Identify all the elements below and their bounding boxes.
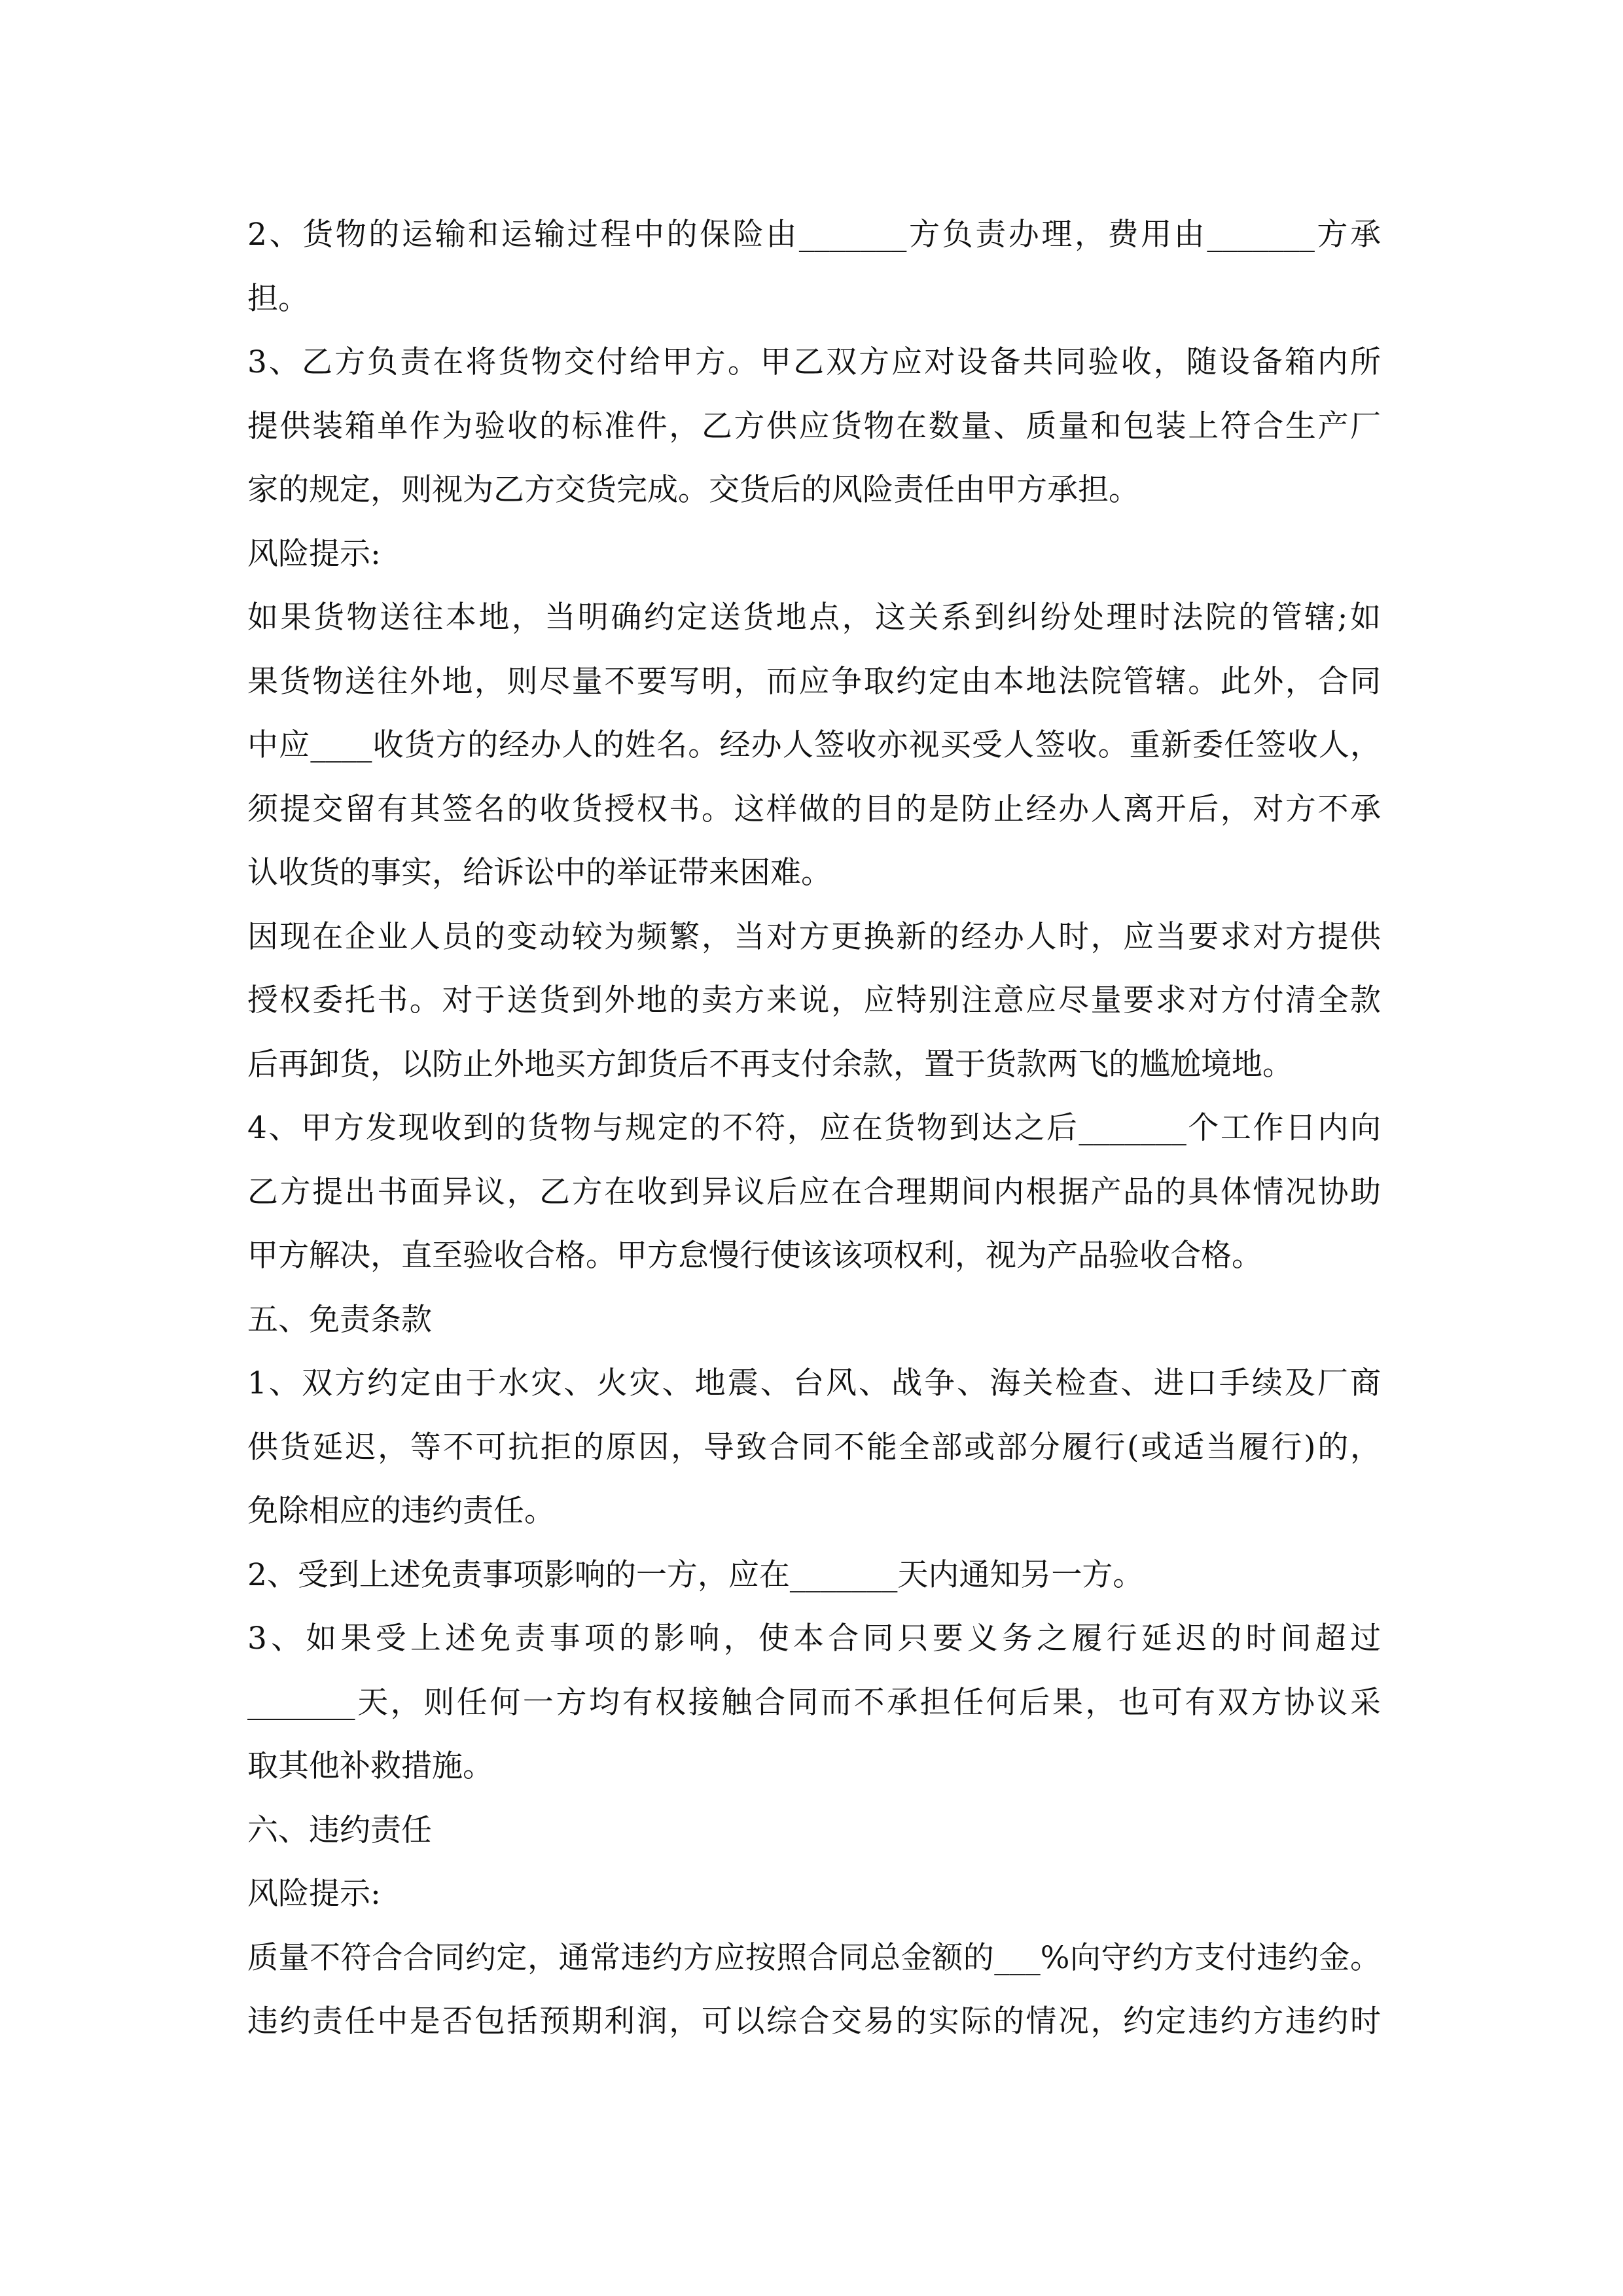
text-line: 供货延迟，等不可抗拒的原因，导致合同不能全部或部分履行(或适当履行)的， bbox=[247, 1429, 1381, 1465]
text-line: 提供装箱单作为验收的标准件，乙方供应货物在数量、质量和包装上符合生产厂 bbox=[247, 408, 1381, 444]
text-line: 风险提示: bbox=[247, 535, 381, 572]
text-line: 须提交留有其签名的收货授权书。这样做的目的是防止经办人离开后，对方不承 bbox=[247, 791, 1381, 827]
text-line: 2、货物的运输和运输过程中的保险由_______方负责办理，费用由_______方承 bbox=[247, 217, 1381, 253]
text-line: 3、乙方负责在将货物交付给甲方。甲乙双方应对设备共同验收，随设备箱内所 bbox=[247, 344, 1381, 380]
text-line: 因现在企业人员的变动较为频繁，当对方更换新的经办人时，应当要求对方提供 bbox=[247, 918, 1381, 955]
section-heading: 六、违约责任 bbox=[247, 1812, 432, 1848]
text-line: 4、甲方发现收到的货物与规定的不符，应在货物到达之后_______个工作日内向 bbox=[247, 1110, 1381, 1146]
text-line: 2、受到上述免责事项影响的一方，应在_______天内通知另一方。 bbox=[247, 1556, 1144, 1593]
text-line: 认收货的事实，给诉讼中的举证带来困难。 bbox=[247, 855, 832, 891]
text-line: 3、如果受上述免责事项的影响，使本合同只要义务之履行延迟的时间超过 bbox=[247, 1621, 1381, 1657]
text-line: 1、双方约定由于水灾、火灾、地震、台风、战争、海关检查、进口手续及厂商 bbox=[247, 1365, 1381, 1401]
text-line: 中应____收货方的经办人的姓名。经办人签收亦视买受人签收。重新委任签收人， bbox=[247, 727, 1381, 763]
text-line: 甲方解决，直至验收合格。甲方怠慢行使该该项权利，视为产品验收合格。 bbox=[247, 1238, 1262, 1274]
text-line: 家的规定，则视为乙方交货完成。交货后的风险责任由甲方承担。 bbox=[247, 472, 1139, 508]
document-body bbox=[247, 203, 1381, 2054]
text-line: 乙方提出书面异议，乙方在收到异议后应在合理期间内根据产品的具体情况协助 bbox=[247, 1174, 1381, 1210]
text-line: 取其他补救措施。 bbox=[247, 1748, 493, 1784]
text-line: 违约责任中是否包括预期利润，可以综合交易的实际的情况，约定违约方违约时 bbox=[247, 2003, 1381, 2039]
text-line: 如果货物送往本地，当明确约定送货地点，这关系到纠纷处理时法院的管辖;如 bbox=[247, 600, 1381, 636]
text-line: 担。 bbox=[247, 280, 309, 317]
section-heading: 五、免责条款 bbox=[247, 1301, 432, 1338]
text-line: 质量不符合合同约定，通常违约方应按照合同总金额的___%向守约方支付违约金。 bbox=[247, 1939, 1381, 1976]
text-line: _______天，则任何一方均有权接触合同而不承担任何后果，也可有双方协议采 bbox=[247, 1684, 1381, 1721]
text-line: 授权委托书。对于送货到外地的卖方来说，应特别注意应尽量要求对方付清全款 bbox=[247, 982, 1381, 1018]
text-line: 免除相应的违约责任。 bbox=[247, 1493, 555, 1529]
text-line: 后再卸货，以防止外地买方卸货后不再支付余款，置于货款两飞的尴尬境地。 bbox=[247, 1046, 1293, 1083]
text-line: 风险提示: bbox=[247, 1876, 381, 1912]
text-line: 果货物送往外地，则尽量不要写明，而应争取约定由本地法院管辖。此外，合同 bbox=[247, 663, 1381, 700]
